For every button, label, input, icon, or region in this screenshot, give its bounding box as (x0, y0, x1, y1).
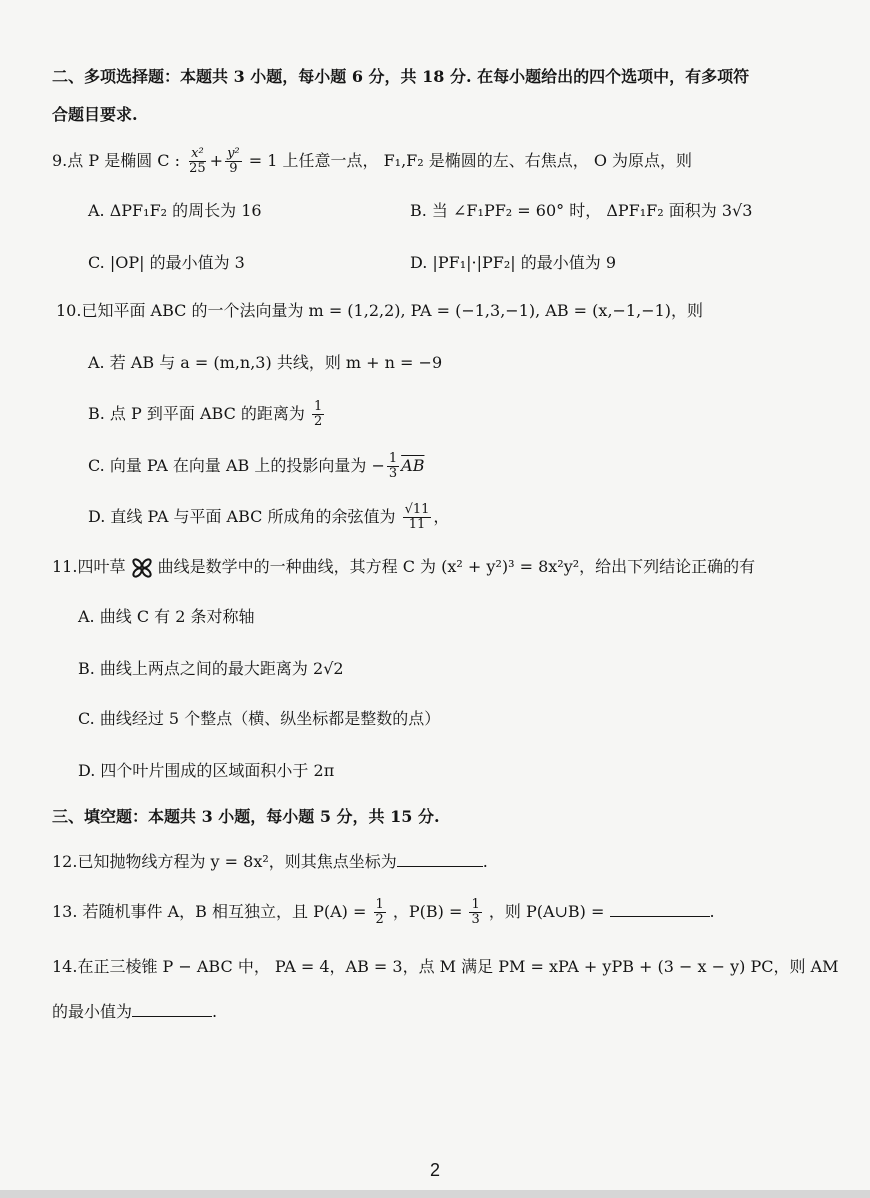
q10-option-b: B. 点 P 到平面 ABC 的距离为 $\frac{1}{2}$ (88, 399, 323, 429)
q12-answer-blank[interactable] (397, 850, 483, 867)
bottom-scroll-bar (0, 1190, 870, 1198)
q9-option-b: B. 当 ∠F₁PF₂ = 60° 时， ΔPF₁F₂ 面积为 3√3 (410, 201, 753, 220)
q9-fraction-y: $\frac{\text{y²}}{9}$ (227, 146, 240, 176)
question-10-stem: 10.已知平面 ABC 的一个法向量为 m = (1,2,2), PA = (−1,3,−1), AB = (x,−1,−1)，则 (56, 301, 704, 320)
q9-stem-pre: 9.点 P 是椭圆 C : (52, 151, 181, 170)
q9-stem-post: = 1 上任意一点， F₁,F₂ 是椭圆的左、右焦点， O 为原点，则 (248, 151, 693, 170)
q9-fraction-x: $\frac{\text{x²}}{25}$ (189, 146, 206, 176)
question-12-stem: 12.已知抛物线方程为 y = 8x²，则其焦点坐标为 . (52, 852, 488, 871)
q11-option-d: D. 四个叶片围成的区域面积小于 2π (78, 761, 335, 780)
q11-option-a: A. 曲线 C 有 2 条对称轴 (78, 607, 255, 626)
q9-option-c: C. |OP| 的最小值为 3 (88, 253, 245, 272)
question-13-stem: 13. 若随机事件 A，B 相互独立，且 P(A) = $\frac{1}{2}$ ，P(B) = $\frac{1}{3}$ ，则 P(A∪B) = . (52, 897, 715, 927)
question-14-stem-cont: 的最小值为 . (52, 1002, 218, 1021)
question-11-stem: 11.四叶草 曲线是数学中的一种曲线，其方程 C 为 (x² + y²)³ = 8x²y²，给出下列结论正确的有 (52, 556, 755, 579)
q9-option-a: A. ΔPF₁F₂ 的周长为 16 (88, 201, 262, 220)
q11-option-b: B. 曲线上两点之间的最大距离为 2√2 (78, 659, 344, 678)
section-2-heading: 二、多项选择题：本题共 3 小题，每小题 6 分，共 18 分. 在每小题给出的四个选项中，有多项符 (52, 67, 750, 86)
question-9-stem: 9.点 P 是椭圆 C : $\frac{\text{x²}}{25}$ + $\frac{\text{y²}}{9}$ = 1 上任意一点， F₁,F₂ 是椭圆的左、右焦点， O 为原点，则 (52, 146, 693, 176)
section-2-heading-cont: 合题目要求. (52, 105, 138, 124)
q11-option-c: C. 曲线经过 5 个整点（横、纵坐标都是整数的点） (78, 709, 441, 728)
section-3-heading: 三、填空题：本题共 3 小题，每小题 5 分，共 15 分. (52, 807, 440, 826)
page-number: 2 (429, 1160, 440, 1180)
q10-option-c: C. 向量 PA 在向量 AB 上的投影向量为 − $\frac{1}{3}$ $\overline{AB}$ (88, 451, 425, 481)
q13-answer-blank[interactable] (610, 900, 710, 917)
q14-answer-blank[interactable] (132, 1000, 212, 1017)
four-leaf-clover-icon (131, 557, 153, 579)
q9-option-d: D. |PF₁|·|PF₂| 的最小值为 9 (410, 253, 616, 272)
q10-option-a: A. 若 AB 与 a = (m,n,3) 共线，则 m + n = −9 (88, 353, 443, 372)
question-14-stem: 14.在正三棱锥 P − ABC 中， PA = 4，AB = 3，点 M 满足 PM = xPA + yPB + (3 − x − y) PC，则 AM (52, 957, 839, 976)
q10-option-d: D. 直线 PA 与平面 ABC 所成角的余弦值为 $\frac{√11}{11}$ ， (88, 502, 450, 532)
